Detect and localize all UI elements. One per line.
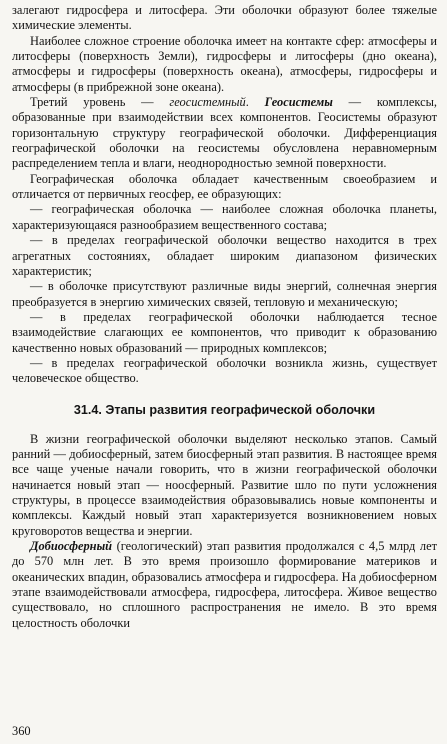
term-geosystems: Геосистемы: [264, 95, 333, 110]
text-run: (геологический) этап развития продолжался с 4,5 млрд лет до 570 млн лет. В это время произошло формирование материков и океанических впадин, образовались атмосфера и гидросфера. На добиосферном этапе взаимодействовали атмосфера, гидросфера, литосфера. Живое вещество существовало, но сплошного распространения не имело. В это время целостность оболочки: [12, 539, 437, 630]
term-prebiosphere: Добиосферный: [30, 539, 113, 553]
paragraph-prebiosphere: [12, 539, 437, 631]
text-run: .: [245, 95, 265, 110]
list-item: — в пределах географической оболочки наблюдается тесное взаимодействие слагающих ее компонентов, что приводит к образованию качественно новых образований — природных комплексов;: [12, 309, 437, 355]
paragraph-geosystem-level: [12, 95, 437, 172]
section-heading: 31.4. Этапы развития географической оболочки: [73, 402, 376, 417]
list-item: — в пределах географической оболочки вещество находится в трех агрегатных состояниях, обладает широким диапазоном физических характеристик;: [12, 233, 437, 278]
list-item: — географическая оболочка — наиболее сложная оболочка планеты, характеризующаяся разнообразием вещественного состава;: [12, 202, 437, 232]
text-run: Третий уровень —: [30, 95, 170, 110]
paragraph-contact-spheres: Наиболее сложное строение оболочка имеет на контакте сфер: атмосферы и литосферы (поверхность Земли), гидросферы и литосферы (дно океана), атмосферы и гидросферы (поверхность океана), атмосферы, гидросферы и атмосферы (в прибрежной зоне океана).: [12, 33, 437, 94]
paragraph-continuation: залегают гидросфера и литосфера. Эти оболочки образуют более тяжелые химические элементы.: [12, 3, 437, 33]
list-item: — в пределах географической оболочки возникла жизнь, существует человеческое общество.: [12, 355, 437, 386]
page-number: 360: [12, 724, 31, 738]
list-item: — в оболочке присутствуют различные виды энергий, солнечная энергия преобразуется в энергию химических связей, тепловую и механическую;: [12, 279, 437, 309]
paragraph-stages: В жизни географической оболочки выделяют несколько этапов. Самый ранний — добиосферный, затем биосферный этап развития. В настоящее время все чаще ученые начали говорить, что в жизни географической оболочки начинается новый этап — ноосферный. Развитие шло по пути усложнения структуры, в процессе взаимодействия образовывались новые компоненты и комплексы. Каждый новый этап характеризуется возникновением новых круговоротов вещества и энергии.: [12, 431, 437, 538]
text-run: — комплексы, образованные при взаимодействии всех компонентов. Геосистемы образуют горизонтальную структуру географической оболочки. Дифференциация географической оболочки на геосистемы обусловлена неравномерным распределением тепла и влаги, неоднородностью земной поверхности.: [12, 95, 437, 171]
term-geosystem-level: геосистемный: [169, 95, 246, 110]
paragraph-uniqueness: Географическая оболочка обладает качественным своеобразием и отличается от первичных геосфер, ее образующих:: [12, 171, 437, 202]
